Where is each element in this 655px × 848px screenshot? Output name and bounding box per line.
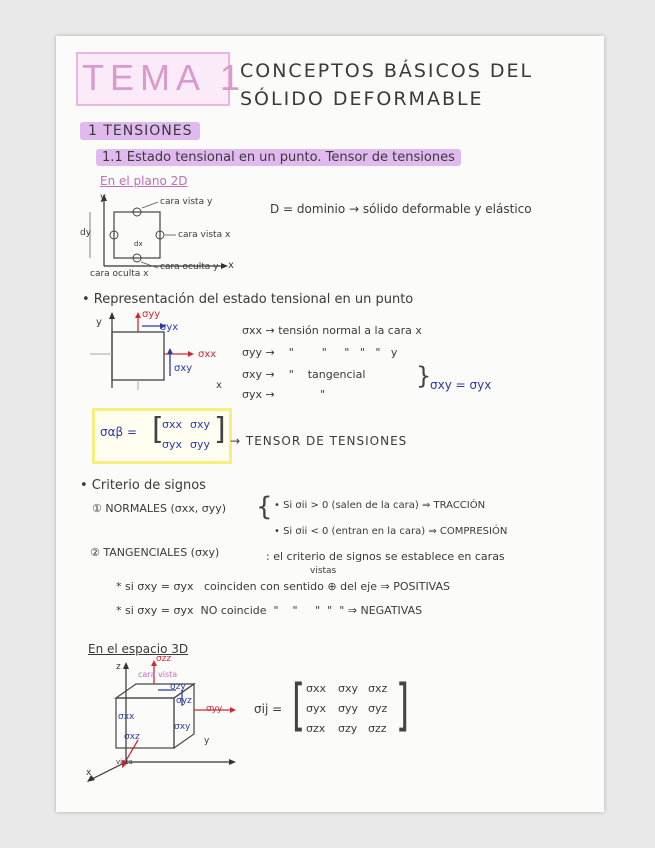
title-line-1: CONCEPTOS BÁSICOS DEL bbox=[240, 60, 534, 82]
dominio-text: D = dominio → sólido deformable y elástico bbox=[270, 202, 532, 216]
sxy-equals-syx: σxy = σyx bbox=[430, 378, 492, 392]
tensor-lhs: σαβ = bbox=[100, 425, 138, 439]
normales-brace: { bbox=[256, 492, 273, 522]
axis-z-3d: z bbox=[116, 662, 121, 672]
label-sxx: σxx bbox=[198, 349, 217, 360]
label-3d-cara-vista: cara vista bbox=[138, 670, 178, 679]
axis-x-3d: x bbox=[86, 768, 92, 778]
cara-vista-y: cara vista y bbox=[160, 197, 213, 207]
dx-label: dx bbox=[134, 240, 143, 248]
subsection-title: 1.1 Estado tensional en un punto. Tensor de tensiones bbox=[96, 149, 461, 166]
label-sxy: σxy bbox=[174, 363, 193, 374]
repr-line-2: σyy → " " " " " y bbox=[242, 346, 398, 359]
brace: } bbox=[416, 362, 432, 390]
positive-rule: * si σxy = σyx coinciden con sentido ⊕ del eje ⇒ POSITIVAS bbox=[116, 580, 451, 593]
tensor3d-lhs: σij = bbox=[254, 702, 283, 716]
axis-y-repr: y bbox=[96, 317, 102, 328]
label-3d-syz: σyz bbox=[176, 696, 192, 706]
section-title: 1 TENSIONES bbox=[80, 122, 200, 140]
tensor-m11: σxx bbox=[162, 418, 182, 431]
tensor3d-bracket-right: ] bbox=[396, 673, 410, 738]
label-3d-sxz: σxz bbox=[124, 732, 140, 742]
axis-y-3d: y bbox=[204, 736, 210, 746]
t3-m32: σzy bbox=[338, 722, 358, 735]
t3-m21: σyx bbox=[306, 702, 326, 715]
label-syy: σyy bbox=[142, 309, 161, 320]
tensor-label: → TENSOR DE TENSIONES bbox=[230, 434, 408, 448]
t3-m23: σyz bbox=[368, 702, 388, 715]
normal-positive: • Si σii > 0 (salen de la cara) ⇒ TRACCIÓN bbox=[274, 500, 486, 511]
label-3d-syy: σyy bbox=[206, 704, 223, 714]
tema-label: TEMA 1 bbox=[82, 57, 247, 98]
label-syx: σyx bbox=[160, 322, 179, 333]
tensor-m22: σyy bbox=[190, 438, 210, 451]
label-3d-szz: σzz bbox=[156, 654, 172, 664]
cara-oculta-x: cara oculta x bbox=[90, 269, 149, 279]
negative-rule: * si σxy = σyx NO coincide " " " " " ⇒ NEGATIVAS bbox=[116, 604, 423, 617]
t3-m13: σxz bbox=[368, 682, 388, 695]
t3-m31: σzx bbox=[306, 722, 326, 735]
tensor-bracket-right: ] bbox=[214, 412, 226, 447]
axis-x-repr: x bbox=[216, 380, 222, 391]
notebook-page bbox=[56, 36, 604, 812]
tang-desc-2: vistas bbox=[310, 566, 337, 576]
t3-m22: σyy bbox=[338, 702, 358, 715]
title-line-2: SÓLIDO DEFORMABLE bbox=[240, 88, 484, 110]
cara-oculta-y: cara oculta y bbox=[160, 262, 219, 272]
espacio3d-heading: En el espacio 3D bbox=[88, 642, 189, 656]
normal-negative: • Si σii < 0 (entran en la cara) ⇒ COMPRESIÓN bbox=[274, 526, 508, 537]
tangenciales-label: ② TANGENCIALES (σxy) bbox=[90, 546, 220, 559]
repr-line-3: σxy → " tangencial bbox=[242, 368, 366, 381]
t3-m12: σxy bbox=[338, 682, 358, 695]
t3-m11: σxx bbox=[306, 682, 326, 695]
tensor-m12: σxy bbox=[190, 418, 210, 431]
label-3d-szy: σzy bbox=[170, 682, 186, 692]
representacion-title: • Representación del estado tensional en un punto bbox=[82, 292, 414, 307]
tensor3d-bracket-left: [ bbox=[292, 673, 306, 738]
cara-vista-x: cara vista x bbox=[178, 230, 231, 240]
normales-label: ① NORMALES (σxx, σyy) bbox=[92, 502, 227, 515]
repr-line-4: σyx → " bbox=[242, 388, 326, 401]
axis-y-2d: y bbox=[100, 192, 106, 203]
criterio-title: • Criterio de signos bbox=[80, 478, 206, 493]
tensor-bracket-left: [ bbox=[152, 412, 164, 447]
tensor-m21: σyx bbox=[162, 438, 182, 451]
dy-label: dy bbox=[80, 228, 92, 238]
label-3d-sxy: σxy bbox=[174, 722, 191, 732]
plano2d-heading: En el plano 2D bbox=[100, 174, 188, 188]
t3-m33: σzz bbox=[368, 722, 387, 735]
repr-line-1: σxx → tensión normal a la cara x bbox=[242, 324, 422, 337]
axis-x-2d: x bbox=[228, 260, 234, 271]
label-3d-sxx: σxx bbox=[118, 712, 135, 722]
label-3d-vista: vista bbox=[116, 758, 133, 766]
tang-desc-1: : el criterio de signos se establece en caras bbox=[266, 550, 505, 563]
